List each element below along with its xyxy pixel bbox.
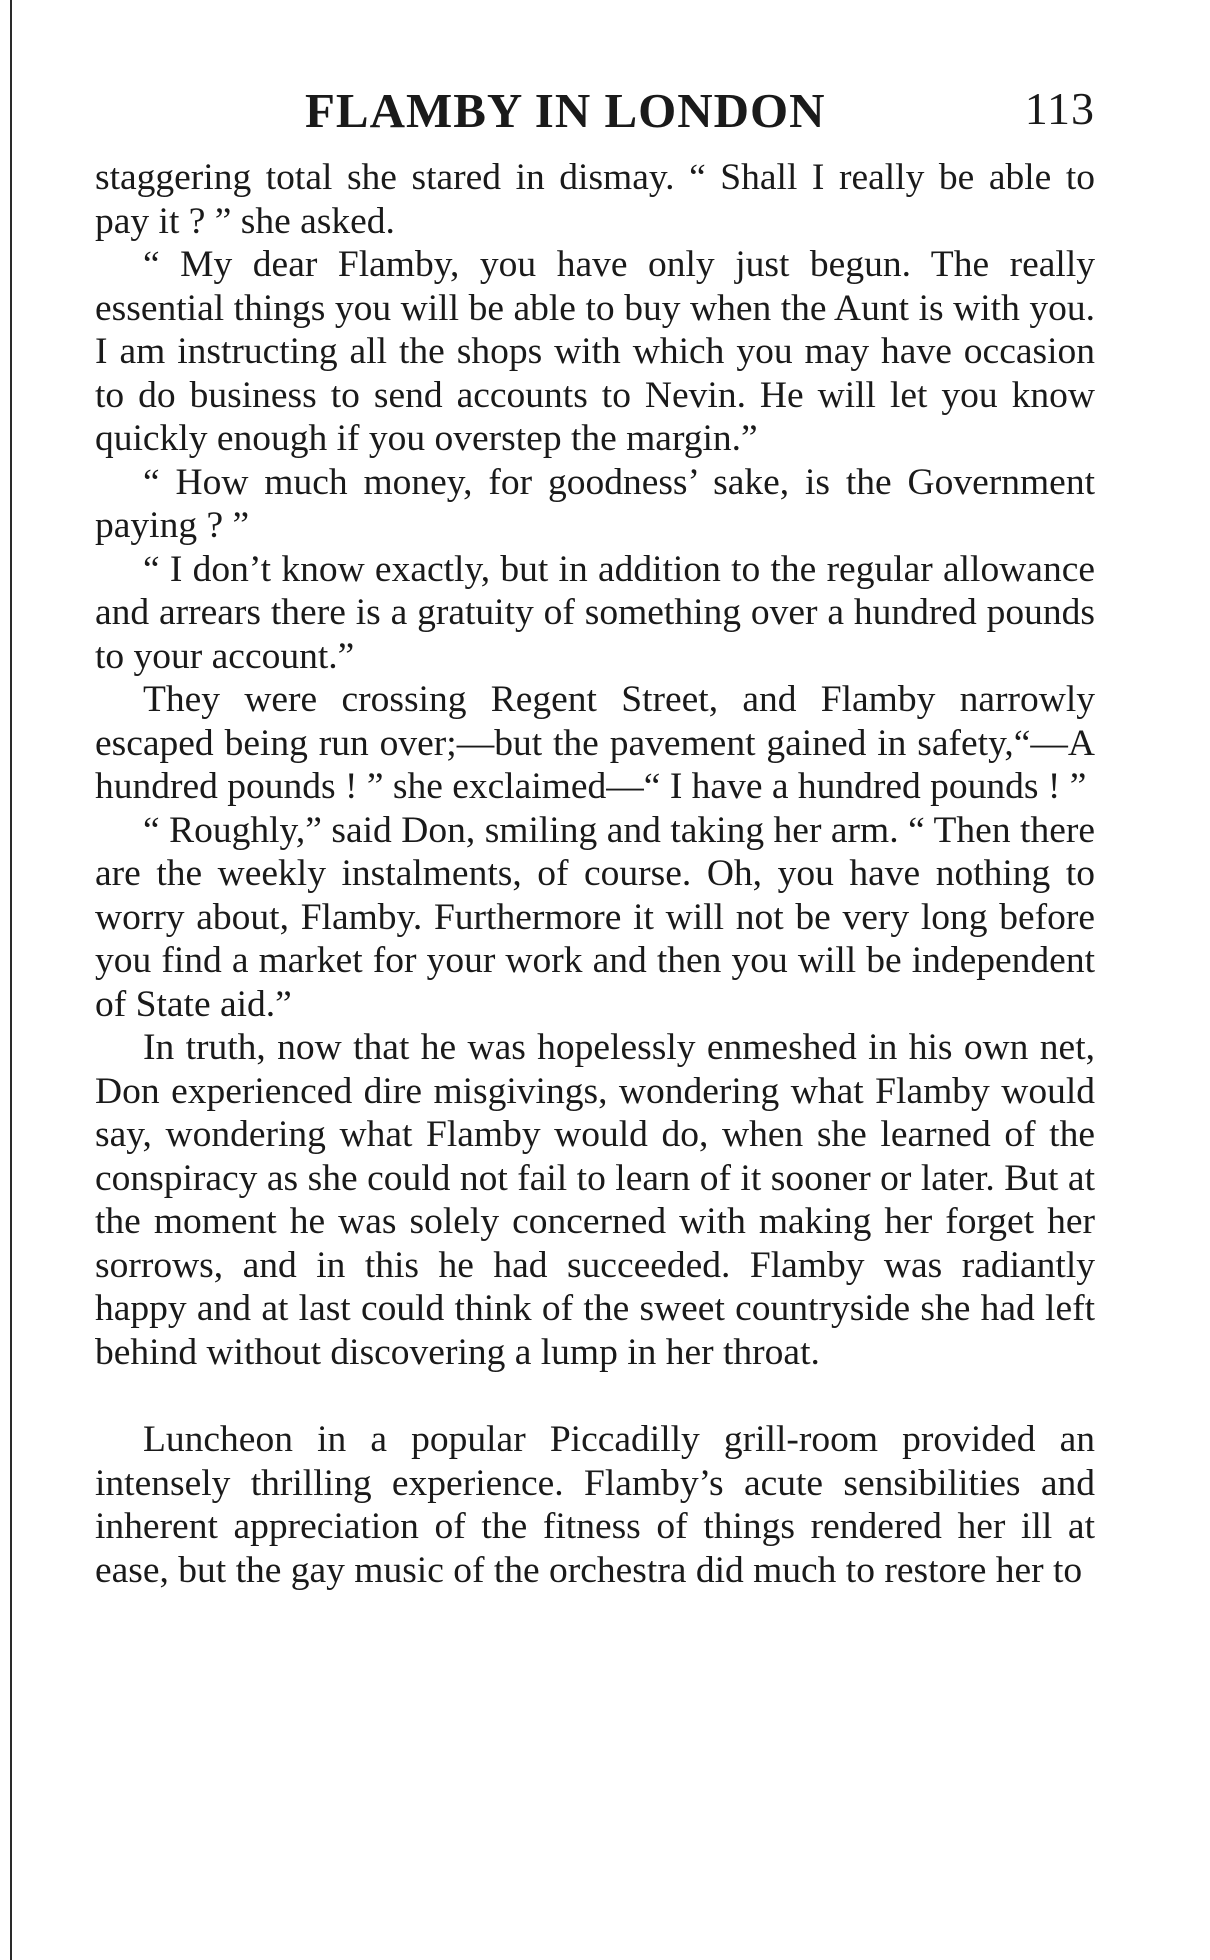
- paragraph: “ I don’t know exactly, but in addition to the regular allowance and arrears there is a gratuity of something over a hundred pounds to your account.”: [95, 548, 1095, 677]
- page-number: 113: [1024, 83, 1095, 134]
- paragraph: They were crossing Regent Street, and Flamby narrowly escaped being run over;—but the pavement gained in safety,“—A hundred pounds ! ” she exclaimed—“ I have a hundred pounds ! ”: [95, 679, 1095, 807]
- paragraph: In truth, now that he was hopelessly enmeshed in his own net, Don experienced dire misgivings, wondering what Flamby would say, wondering what Flamby would do, when she learned of the conspiracy as she could not fail to learn of it sooner or later. But at the moment he was solely concerned with making her forget her sorrows, and in this he had succeeded. Flamby was radiantly happy and at last could think of the sweet countryside she had left behind without discovering a lump in her throat.: [95, 1027, 1095, 1373]
- body-text: [95, 156, 1095, 1592]
- paragraph-continuation: staggering total she stared in dismay. “ Shall I really be able to pay it ? ” she asked.: [95, 157, 1095, 242]
- running-title: FLAMBY IN LONDON: [305, 83, 826, 138]
- binding-edge: [10, 0, 12, 1960]
- paragraph: “ My dear Flamby, you have only just begun. The really essential things you will be able to buy when the Aunt is with you. I am instructing all the shops with which you may have occasion to do business to send accounts to Nevin. He will let you know quickly enough if you overstep the margin.”: [95, 244, 1095, 459]
- paragraph: “ Roughly,” said Don, smiling and taking her arm. “ Then there are the weekly instalments, of course. Oh, you have nothing to worry about, Flamby. Furthermore it will not be very long before you find a market for your work and then you will be independent of State aid.”: [95, 809, 1095, 1025]
- paragraph: “ How much money, for goodness’ sake, is the Government paying ? ”: [95, 461, 1095, 546]
- running-header: [95, 82, 1095, 142]
- paragraph-section-start: Luncheon in a popular Piccadilly grill-room provided an intensely thrilling experience. Flamby’s acute sensibilities and inherent appreciation of the fitness of things rendered her ill at ease, but the gay music of the orchestra did much to restore her to: [95, 1419, 1095, 1591]
